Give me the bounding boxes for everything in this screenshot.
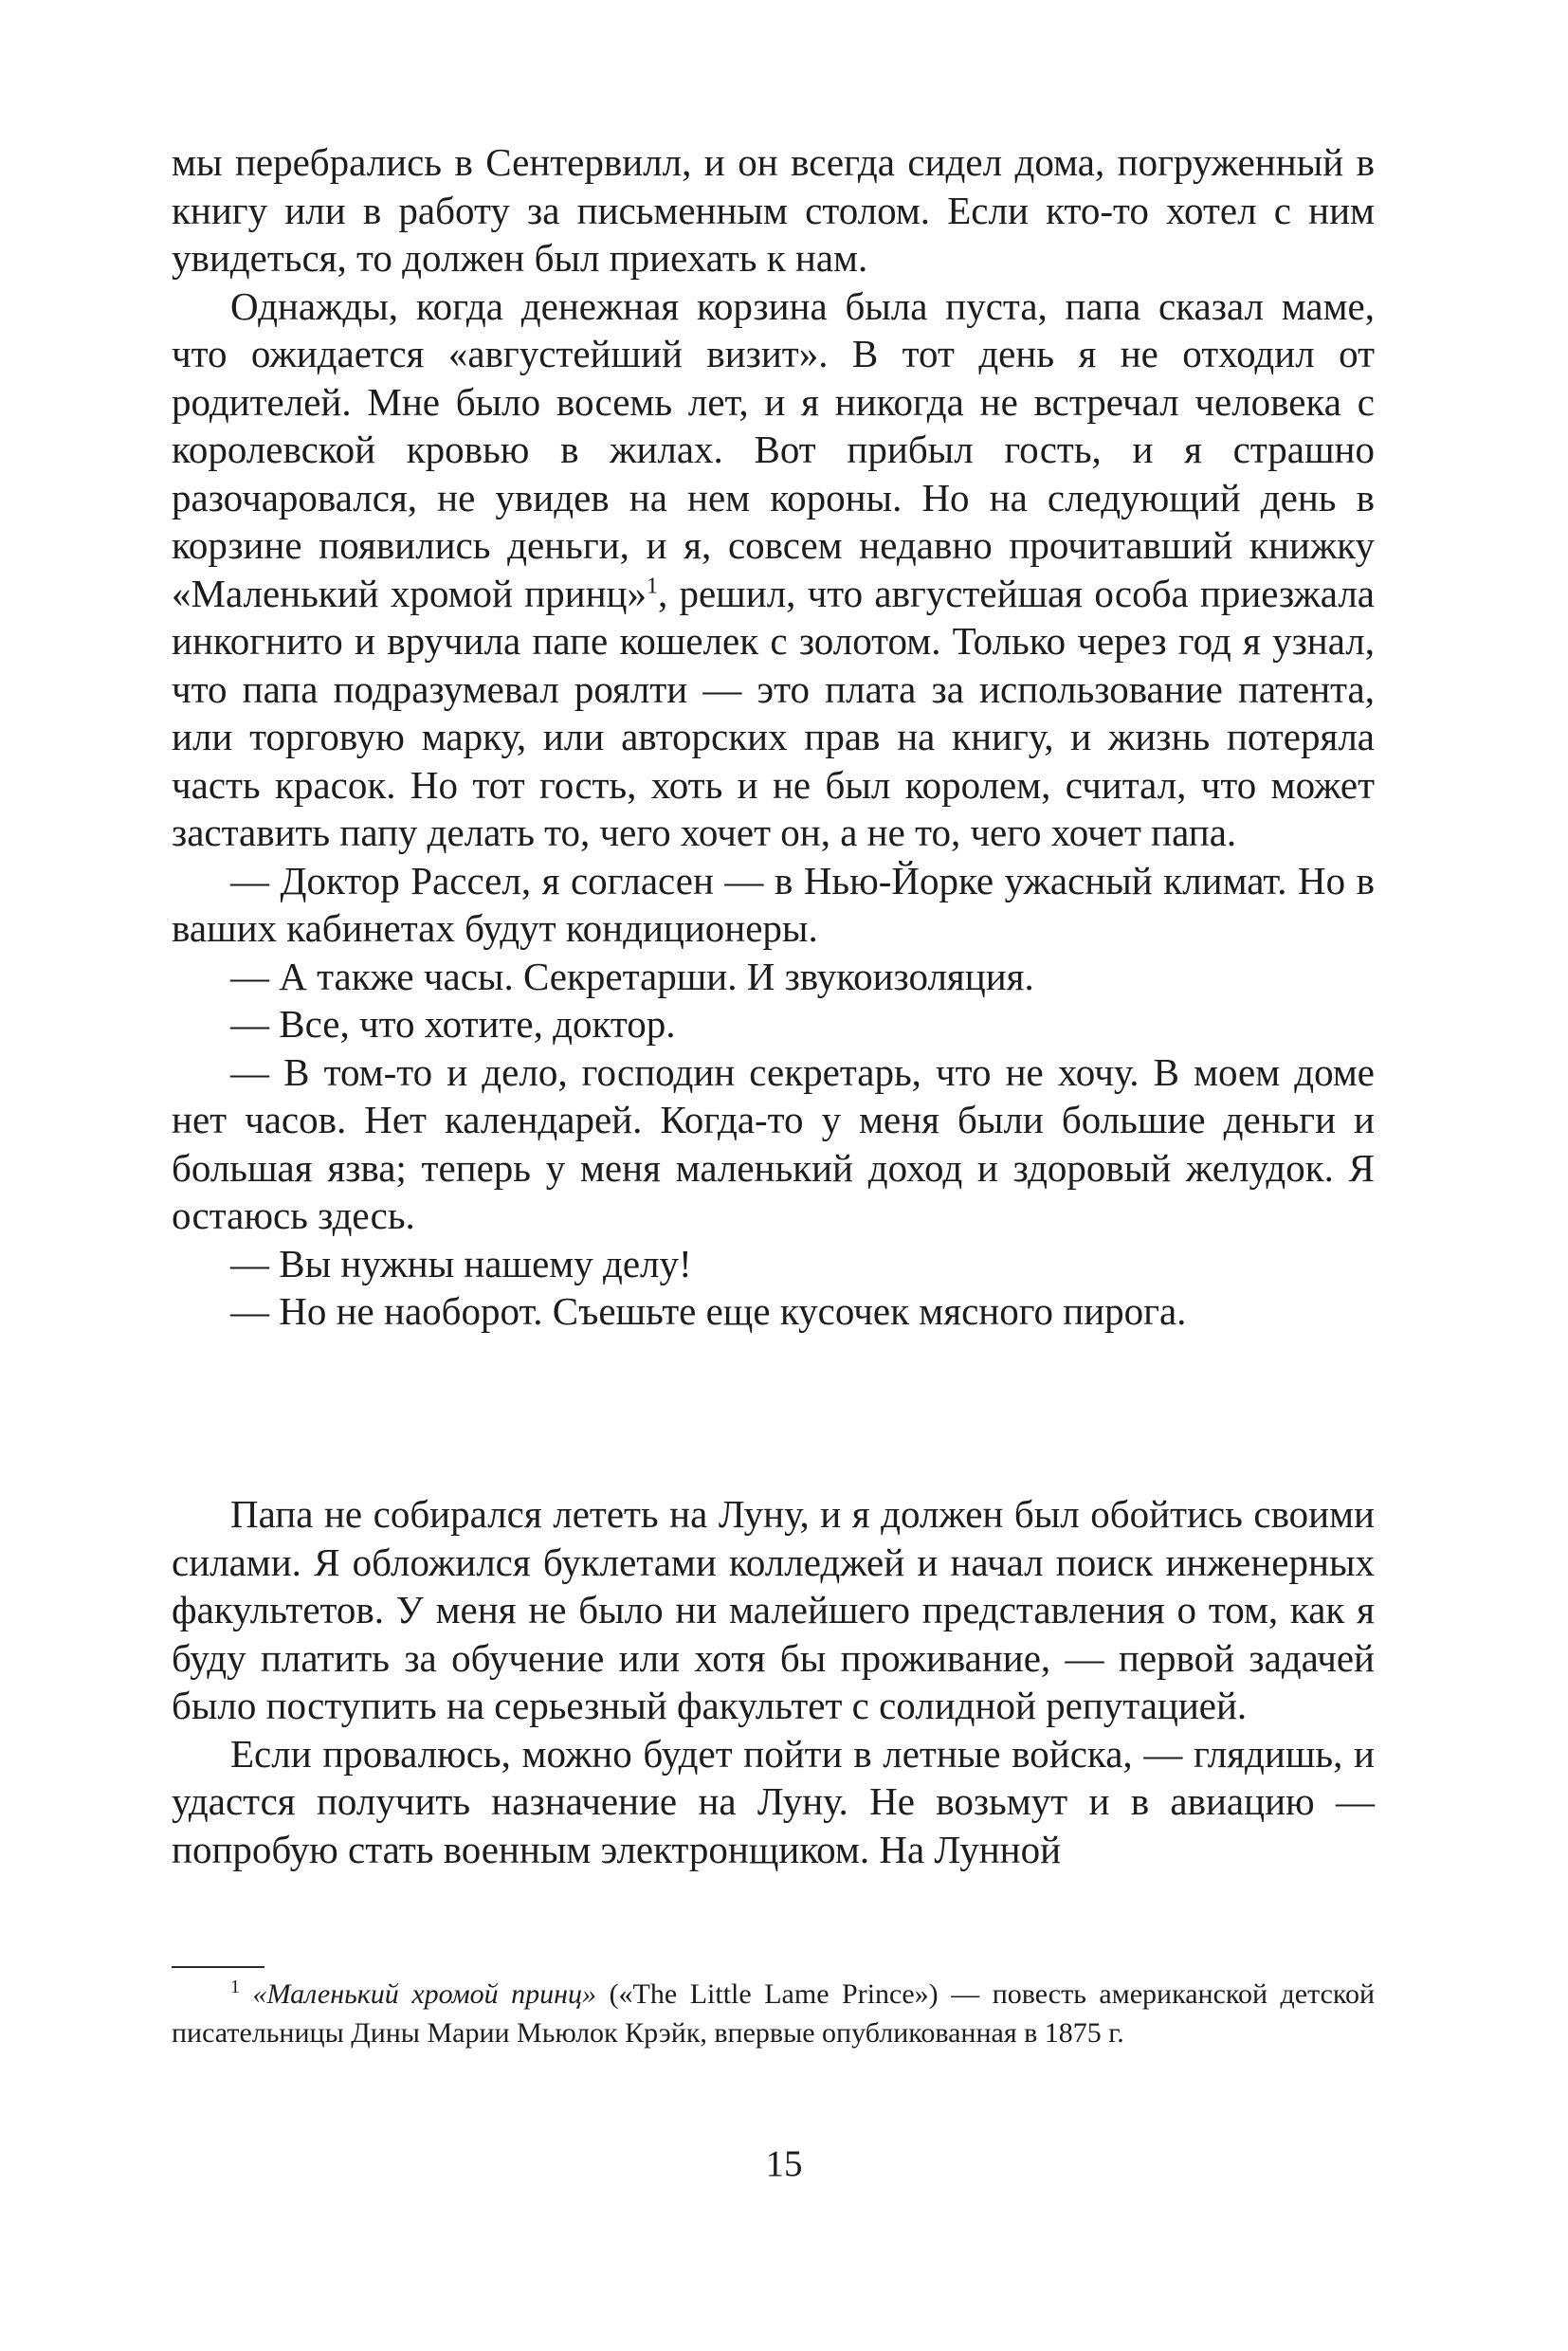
dialogue-line: — Но не наоборот. Съешьте еще кусочек мясного пирога. [230,1289,1187,1333]
footnote-text: («The Little Lame Prince») — повесть американской детской писательницы Дины Марии Мьюлок Крэйк, впервые опубликованная в 1875 г. [172,1978,1376,2049]
footnote-mark: 1 [230,1977,240,1997]
main-text-block-2 [172,1490,1375,1873]
paragraph: Папа не собирался лететь на Луну, и я должен был обойтись своими силами. Я обложился буклетами колледжей и начал поиск инженерных факультетов. У меня не было ни малейшего представления о том, как я буду платить за обучение или хотя бы проживание, — первой задачей было поступить на серьезный факультет с солидной репутацией. [172,1492,1375,1727]
paragraph [172,282,1375,857]
dialogue-line: — В том-то и дело, господин секретарь, что не хочу. В моем доме нет часов. Нет календарей. Когда-то у меня были большие деньги и большая язва; теперь у меня маленький доход и здоровый желудок. Я остаюсь здесь. [172,1049,1375,1237]
paragraph: Если провалюсь, можно будет пойти в летные войска, — глядишь, и удастся получить назначение на Луну. Не возьмут и в авиацию — попробую стать военным электронщиком. На Лунной [172,1731,1375,1871]
paragraph-text: , решил, что августейшая особа приезжала инкогнито и вручила папе кошелек с золотом. Только через год я узнал, что папа подразумевал роялти — это плата за использование патента, или торговую марку, или авторских прав на книгу, и жизнь потеряла часть красок. Но тот гость, хоть и не был королем, считал, что может заставить папу делать то, чего хочет он, а не то, чего хочет папа. [172,571,1375,854]
paragraph: мы перебрались в Сентервилл, и он всегда сидел дома, погруженный в книгу или в работу за письменным столом. Если кто-то хотел с ним увидеться, то должен был приехать к нам. [172,140,1375,280]
dialogue-line: — А также часы. Секретарши. И звукоизоляция. [230,954,1034,998]
paragraph-text: Однажды, когда денежная корзина была пуста, папа сказал маме, что ожидается «августейший визит». В тот день я не отходил от родителей. Мне было восемь лет, и я никогда не встречал человека с королевской кровью в жилах. Вот прибыл гость, и я страшно разочаровался, не увидев на нем короны. Но на следующий день в корзине появились деньги, и я, совсем недавно прочитавший книжку «Маленький хромой принц» [172,283,1375,615]
dialogue-line: — Доктор Рассел, я согласен — в Нью-Йорке ужасный климат. Но в ваших кабинетах будут кондиционеры. [172,858,1375,950]
main-text-block-1 [172,138,1375,1336]
dialogue-line: — Вы нужны нашему делу! [230,1241,692,1285]
footnote-title: «Маленький хромой принц» [252,1978,597,2010]
footnote-separator [172,1966,264,1968]
page-number: 15 [765,2143,803,2184]
footnote [172,1975,1375,2052]
footnote-reference[interactable]: 1 [646,573,658,598]
dialogue-line: — Все, что хотите, доктор. [230,1002,676,1046]
